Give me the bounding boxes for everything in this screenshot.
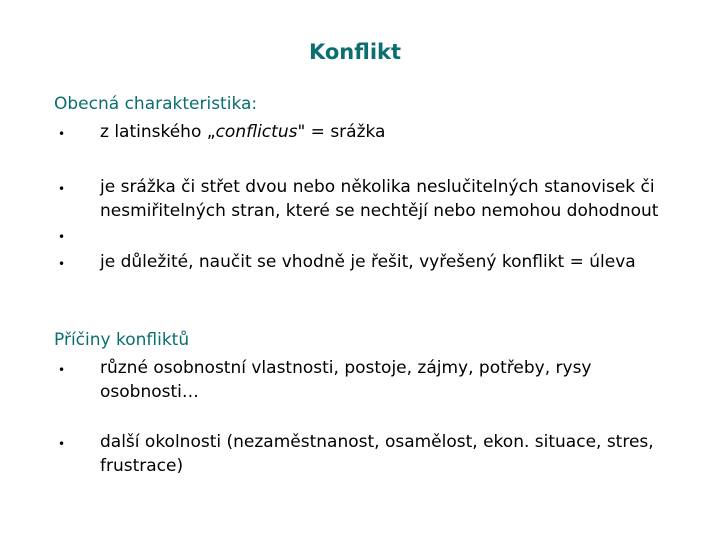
section-heading-causes: Příčiny konfliktů xyxy=(54,330,190,350)
bullet-6: • xyxy=(58,437,66,451)
bullet-5: • xyxy=(58,363,66,377)
origin-prefix: z latinského „ xyxy=(100,122,216,142)
list-item-origin xyxy=(100,120,700,144)
bullet-4: • xyxy=(58,257,66,271)
bullet-2: • xyxy=(58,182,66,196)
list-item-circumstances: další okolnosti (nezaměstnanost, osamělost, ekon. situace, stres, frustrace) xyxy=(100,432,654,476)
bullet-1: • xyxy=(58,127,66,141)
list-item-resolution: je důležité, naučit se vhodně je řešit, vyřešený konflikt = úleva xyxy=(100,252,636,272)
origin-suffix: " = srážka xyxy=(297,122,386,142)
list-item-definition: je srážka či střet dvou nebo několika neslučitelných stanovisek či nesmiřitelných stran, které se nechtějí nebo nemohou dohodnout xyxy=(100,177,659,221)
slide-title: Konflikt xyxy=(308,40,402,64)
bullet-3: • xyxy=(58,230,66,244)
section-heading-general: Obecná charakteristika: xyxy=(54,94,258,114)
origin-latin-word: conflictus xyxy=(215,122,298,142)
list-item-personality: různé osobnostní vlastnosti, postoje, zájmy, potřeby, rysy osobnosti… xyxy=(100,358,592,402)
